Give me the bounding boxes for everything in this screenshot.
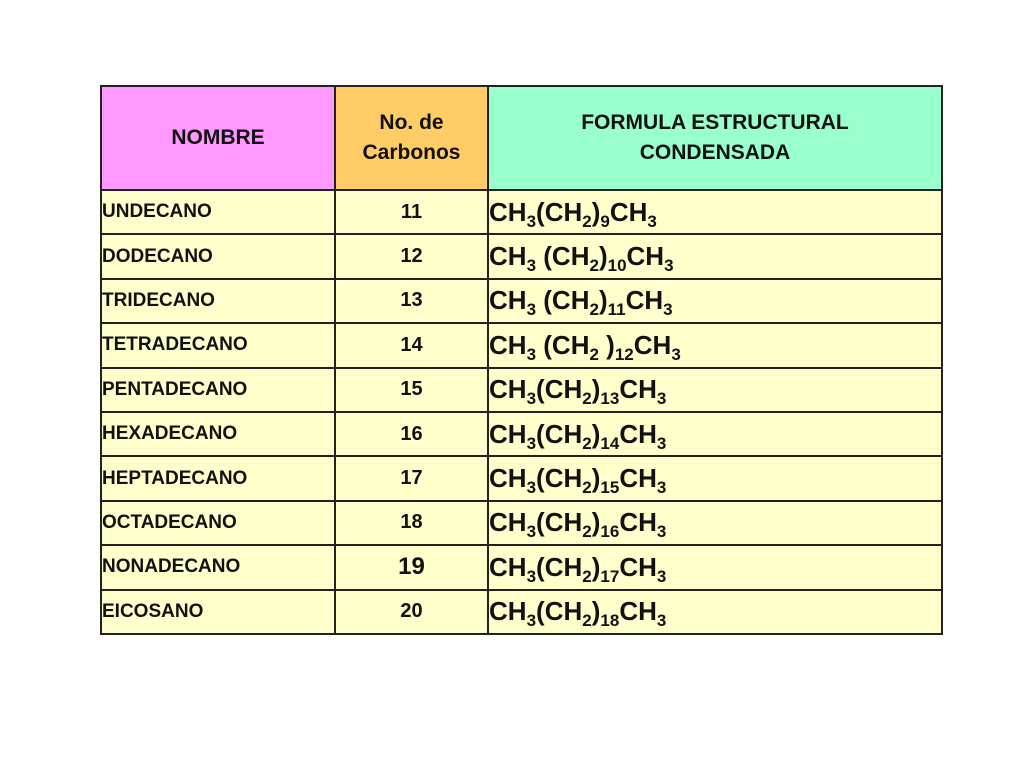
formula-group: (CH	[536, 551, 583, 582]
alkane-name-cell: HEXADECANO	[101, 412, 335, 456]
formula-group: CH	[619, 418, 657, 449]
formula-subscript: 3	[656, 522, 667, 542]
alkane-name-cell: UNDECANO	[101, 190, 335, 234]
formula-group: )	[591, 507, 601, 538]
header-formula	[488, 86, 942, 190]
carbon-count-cell: 11	[335, 190, 488, 234]
header-carbons-line-2: Carbonos	[362, 141, 461, 164]
formula-subscript: 2	[582, 389, 592, 409]
formula-subscript: 2	[582, 433, 592, 453]
formula-subscript: 3	[526, 256, 537, 276]
carbon-count-cell: 15	[335, 368, 488, 412]
table-row	[101, 501, 942, 545]
formula-group: )	[591, 196, 601, 227]
header-carbons-line-1: No. de	[379, 111, 444, 134]
carbon-count-cell: 19	[335, 545, 488, 589]
formula-group: (CH	[536, 374, 583, 405]
formula-group: )	[591, 374, 601, 405]
formula-group: (CH	[536, 329, 590, 360]
formula-group: CH	[619, 551, 657, 582]
formula-group: CH	[489, 374, 527, 405]
formula-group: CH	[489, 596, 527, 627]
formula-subscript: 17	[600, 566, 620, 586]
formula-group: )	[591, 463, 601, 494]
header-name: NOMBRE	[101, 86, 335, 190]
formula-cell	[488, 456, 942, 500]
alkane-name-cell: NONADECANO	[101, 545, 335, 589]
table-body	[101, 190, 942, 634]
formula-subscript: 3	[656, 611, 667, 631]
formula-subscript: 3	[656, 477, 667, 497]
formula-subscript: 3	[526, 211, 537, 231]
formula-subscript: 3	[663, 300, 673, 320]
formula-subscript: 9	[600, 211, 610, 231]
header-formula-line-1: FORMULA ESTRUCTURAL	[581, 111, 849, 134]
formula-subscript: 16	[600, 522, 620, 542]
formula-subscript: 2	[582, 566, 592, 586]
formula-subscript: 3	[664, 256, 674, 276]
formula-cell	[488, 323, 942, 367]
formula-cell	[488, 234, 942, 278]
header-formula-line-2: CONDENSADA	[639, 141, 791, 164]
table-row	[101, 234, 942, 278]
formula-cell	[488, 590, 942, 634]
alkane-name-cell: DODECANO	[101, 234, 335, 278]
formula-subscript: 18	[600, 611, 620, 631]
formula-group: )	[598, 241, 608, 272]
formula-group: CH	[625, 285, 664, 316]
carbon-count-cell: 20	[335, 590, 488, 634]
formula-subscript: 3	[671, 344, 681, 364]
table-header	[101, 86, 942, 190]
formula-subscript: 3	[656, 389, 667, 409]
formula-subscript: 11	[607, 300, 626, 320]
formula-group: CH	[489, 241, 527, 272]
alkanes-table	[100, 85, 943, 635]
table-row	[101, 456, 942, 500]
header-row	[101, 86, 942, 190]
formula-group: CH	[609, 196, 648, 227]
table-row	[101, 368, 942, 412]
carbon-count-cell: 16	[335, 412, 488, 456]
formula-group: (CH	[536, 507, 583, 538]
formula-cell	[488, 190, 942, 234]
carbon-count-cell: 13	[335, 279, 488, 323]
formula-subscript: 2	[582, 211, 592, 231]
formula-group: CH	[489, 329, 527, 360]
formula-cell	[488, 412, 942, 456]
formula-subscript: 3	[526, 566, 537, 586]
formula-group: (CH	[536, 596, 583, 627]
table-row	[101, 190, 942, 234]
formula-group: CH	[633, 329, 672, 360]
table-row	[101, 590, 942, 634]
carbon-count-cell: 17	[335, 456, 488, 500]
formula-group: )	[591, 551, 601, 582]
formula-group: )	[598, 285, 608, 316]
formula-subscript: 3	[526, 477, 537, 497]
carbon-count-cell: 12	[335, 234, 488, 278]
formula-subscript: 2	[582, 522, 592, 542]
formula-group: CH	[619, 463, 657, 494]
formula-group: (CH	[536, 196, 583, 227]
alkane-name-cell: TETRADECANO	[101, 323, 335, 367]
formula-subscript: 2	[582, 477, 592, 497]
formula-subscript: 3	[647, 211, 657, 231]
formula-group: )	[591, 596, 601, 627]
formula-cell	[488, 501, 942, 545]
formula-group: )	[591, 418, 601, 449]
formula-subscript: 3	[656, 433, 667, 453]
table-row	[101, 545, 942, 589]
table-row	[101, 279, 942, 323]
alkane-name-cell: EICOSANO	[101, 590, 335, 634]
formula-group: (CH	[536, 241, 590, 272]
formula-subscript: 2	[582, 611, 592, 631]
formula-subscript: 3	[526, 300, 537, 320]
formula-group: CH	[619, 507, 657, 538]
formula-subscript: 2	[589, 300, 599, 320]
header-carbons	[335, 86, 488, 190]
table-row	[101, 412, 942, 456]
formula-subscript: 3	[526, 611, 537, 631]
alkane-name-cell: OCTADECANO	[101, 501, 335, 545]
formula-group: CH	[489, 285, 527, 316]
formula-group: CH	[489, 551, 527, 582]
formula-group: CH	[619, 374, 657, 405]
formula-subscript: 3	[526, 389, 537, 409]
alkane-name-cell: HEPTADECANO	[101, 456, 335, 500]
formula-cell	[488, 368, 942, 412]
formula-group: CH	[489, 463, 527, 494]
formula-group: (CH	[536, 463, 583, 494]
carbon-count-cell: 18	[335, 501, 488, 545]
alkane-name-cell: PENTADECANO	[101, 368, 335, 412]
formula-subscript: 12	[614, 344, 634, 364]
formula-subscript: 3	[526, 344, 537, 364]
formula-subscript: 10	[607, 256, 627, 276]
alkane-name-cell: TRIDECANO	[101, 279, 335, 323]
formula-group: CH	[619, 596, 657, 627]
formula-subscript: 14	[600, 433, 620, 453]
formula-group: CH	[489, 418, 527, 449]
formula-group: (CH	[536, 418, 583, 449]
carbon-count-cell: 14	[335, 323, 488, 367]
formula-group: CH	[489, 507, 527, 538]
formula-cell	[488, 279, 942, 323]
formula-subscript: 3	[526, 522, 537, 542]
formula-group: (CH	[536, 285, 590, 316]
formula-subscript: 2	[589, 256, 599, 276]
formula-group: CH	[489, 196, 527, 227]
table-row	[101, 323, 942, 367]
formula-subscript: 13	[600, 389, 620, 409]
formula-subscript: 15	[600, 477, 620, 497]
formula-subscript: 2	[589, 344, 599, 364]
formula-subscript: 3	[656, 566, 667, 586]
formula-cell	[488, 545, 942, 589]
formula-group: CH	[626, 241, 665, 272]
formula-group: )	[598, 329, 615, 360]
formula-subscript: 3	[526, 433, 537, 453]
